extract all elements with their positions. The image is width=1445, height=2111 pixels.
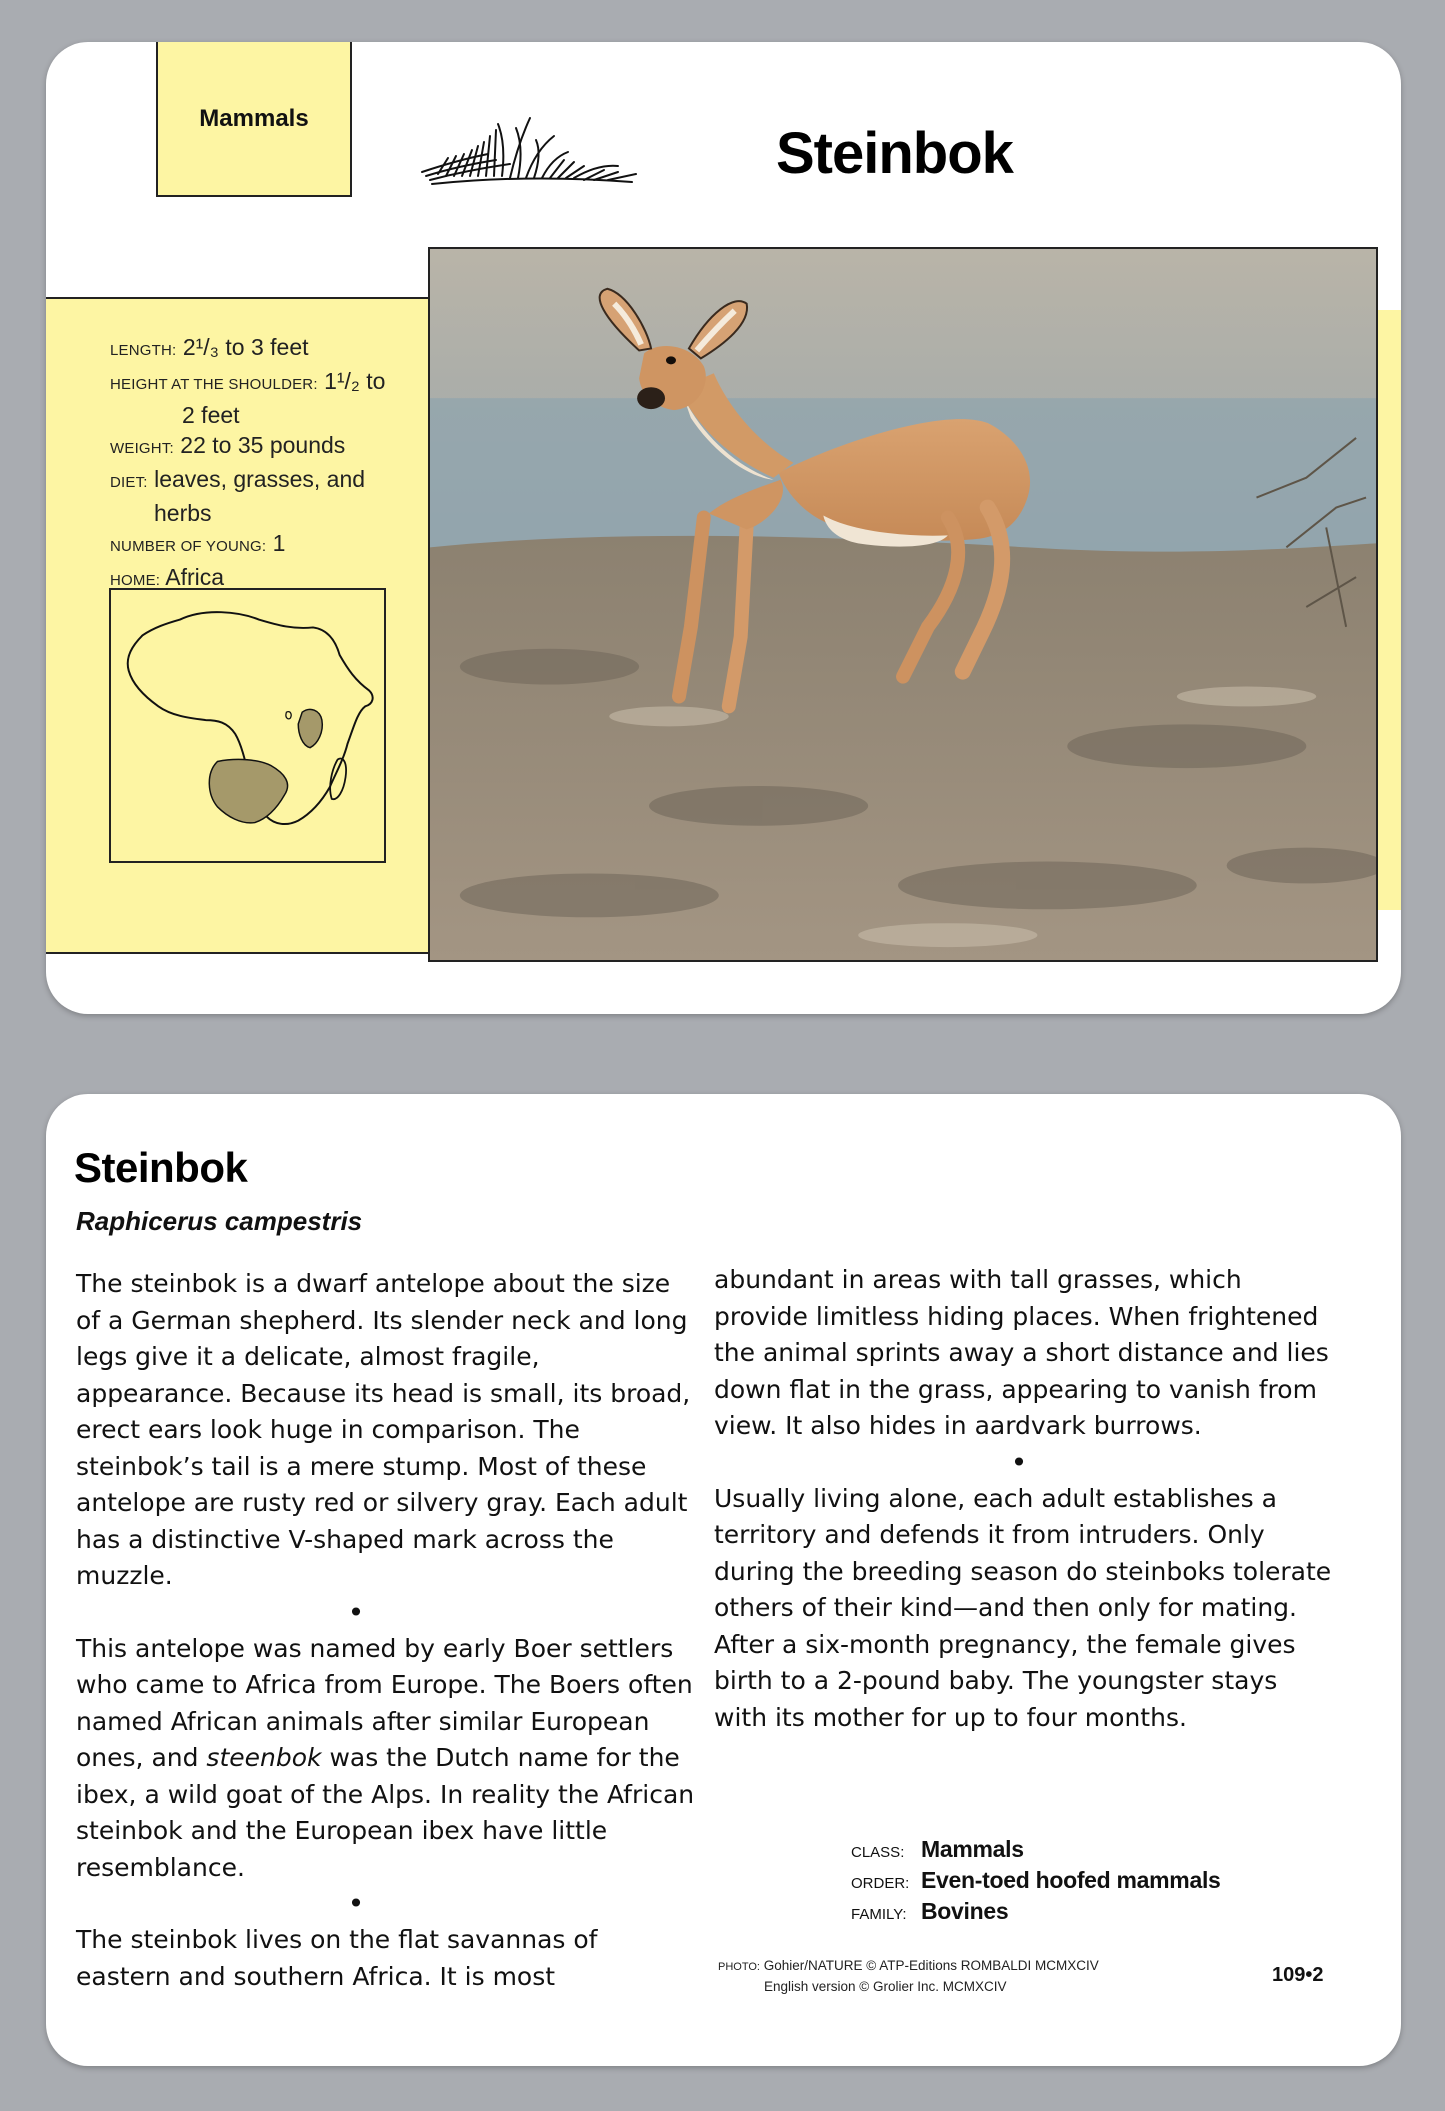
taxonomy-order (851, 1867, 1221, 1898)
photo-credits (718, 1956, 1099, 1996)
fact-label: NUMBER OF YOUNG: (110, 538, 267, 555)
paragraph-name-origin (76, 1631, 696, 1887)
text-column-right (714, 1262, 1334, 1736)
africa-range-map (109, 588, 386, 863)
credits-text: Gohier/NATURE © ATP-Editions ROMBALDI MCMXCIV (763, 1958, 1099, 1973)
fact-value: 22 to 35 pounds (180, 432, 346, 458)
taxonomy-label: ORDER: (851, 1875, 910, 1892)
card-back (46, 1094, 1401, 2066)
taxonomy-class (851, 1836, 1221, 1867)
paragraph-text: This antelope was named by early Boer settlers who came to Africa from Europe. The Boers often named African animals after similar European ones, and (76, 1633, 693, 1772)
fact-value-continued: herbs (154, 500, 212, 526)
bullet-separator: • (347, 1887, 365, 1920)
fact-label: WEIGHT: (110, 440, 174, 457)
paragraph-habitat: The steinbok lives on the flat savannas of eastern and southern Africa. It is most (76, 1925, 598, 1991)
fact-label: LENGTH: (110, 342, 177, 359)
text-column-left (76, 1266, 696, 1995)
credits-label: PHOTO: (718, 1961, 760, 1973)
paragraph-description: The steinbok is a dwarf antelope about the size of a German shepherd. Its slender neck and long legs give it a delicate, almost fragile, appearance. Because its head is small, its broad, erect ears look huge in comparison. The steinbok’s tail is a mere stump. Most of these antelope are rusty red or silvery gray. Each adult has a distinctive V-shaped mark across the muzzle. (76, 1269, 691, 1590)
fact-value: 2¹/₃ to 3 feet (182, 334, 309, 360)
bullet-separator: • (347, 1595, 365, 1629)
fact-young (110, 528, 410, 562)
card-front (46, 42, 1401, 1014)
card-number: 109•2 (1272, 1964, 1324, 1986)
fact-label: HOME: (110, 572, 161, 589)
fact-list (110, 332, 410, 596)
side-stripe (1375, 310, 1401, 910)
scientific-name: Raphicerus campestris (76, 1206, 363, 1236)
fact-length (110, 332, 410, 366)
credits-line-1 (718, 1956, 1099, 1977)
taxonomy-family (851, 1898, 1221, 1929)
fact-label: HEIGHT AT THE SHOULDER: (110, 376, 318, 393)
range-south (209, 759, 287, 822)
lake-outline (286, 712, 291, 719)
paragraph-habitat-continued: abundant in areas with tall grasses, which provide limitless hiding places. When frightened the animal sprints away a short distance and lies down flat in the grass, appearing to vanish from view. It also hides in aardvark burrows. (714, 1265, 1329, 1440)
bullet-separator: • (1010, 1445, 1028, 1479)
taxonomy-label: FAMILY: (851, 1906, 907, 1923)
paragraph-behavior: Usually living alone, each adult establishes a territory and defends it from intruders. Only during the breeding season do steinboks tolerate others of their kind—and then only for mating. After a six-month pregnancy, the female gives birth to a 2-pound baby. The youngster stays with its mother for up to four months. (714, 1483, 1332, 1732)
grass-icon (418, 114, 640, 192)
species-title: Steinbok (74, 1144, 248, 1191)
steinbok-photo (428, 247, 1378, 962)
fact-label: DIET: (110, 474, 148, 491)
fact-value: 1¹/₂ to (324, 368, 386, 394)
italic-word: steenbok (206, 1743, 322, 1772)
category-box (156, 42, 352, 197)
range-east (298, 709, 322, 747)
paragraph-text: was the Dutch name for the ibex, a wild goat of the Alps. In reality the African steinbok and the European ibex have little resemblance. (76, 1743, 695, 1882)
category-label: Mammals (199, 104, 309, 132)
fact-value-continued: 2 feet (182, 402, 240, 428)
fact-weight (110, 430, 410, 464)
taxonomy-block (851, 1836, 1221, 1929)
taxonomy-value: Bovines (921, 1898, 1009, 1924)
fact-value: 1 (272, 530, 286, 556)
taxonomy-label: CLASS: (851, 1844, 905, 1861)
credits-line-2: English version © Grolier Inc. MCMXCIV (764, 1979, 1007, 1994)
card-title: Steinbok (776, 121, 1013, 186)
fact-height (110, 366, 410, 430)
fact-value: Africa (165, 564, 225, 590)
taxonomy-value: Mammals (921, 1836, 1024, 1862)
fact-value: leaves, grasses, and (154, 466, 366, 492)
taxonomy-value: Even-toed hoofed mammals (921, 1867, 1221, 1893)
fact-diet (110, 464, 410, 528)
